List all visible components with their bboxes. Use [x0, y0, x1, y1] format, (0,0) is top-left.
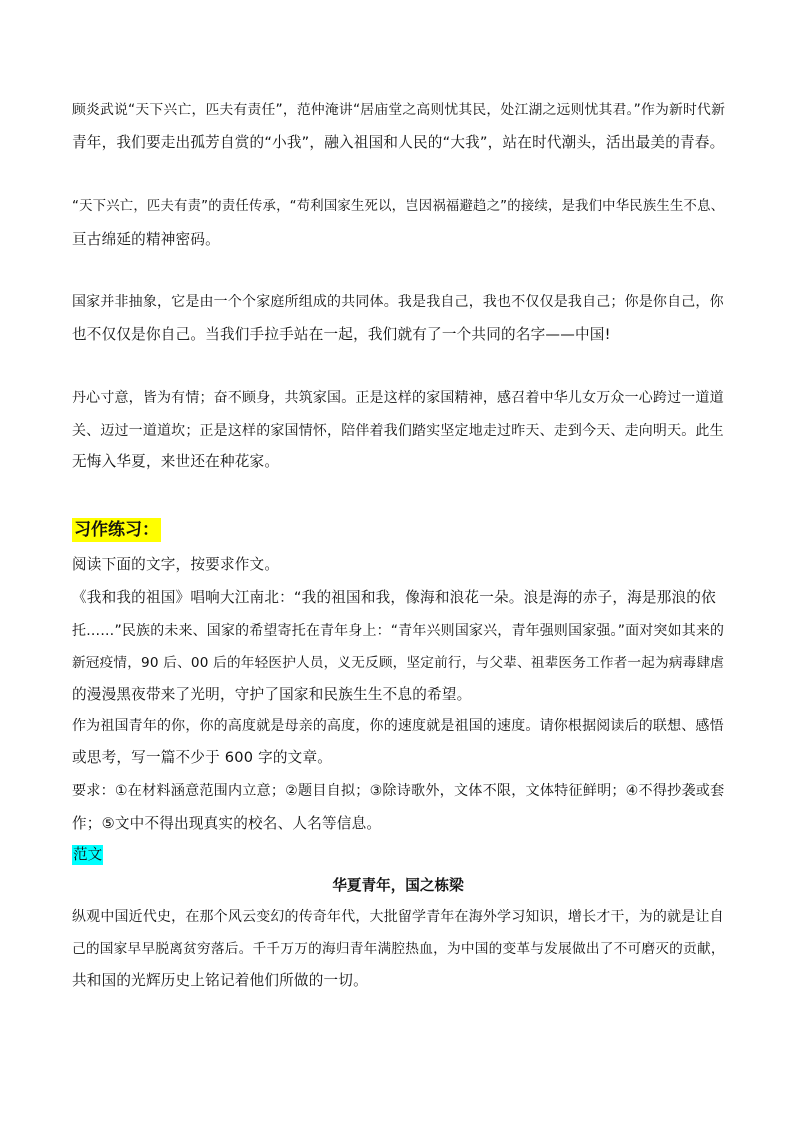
sample-body-line-3: 共和国的光辉历史上铭记着他们所做的一切。: [72, 972, 368, 989]
material-line-4: 的漫漫黑夜带来了光明，守护了国家和民族生生不息的希望。: [72, 686, 472, 703]
sample-tag: 范文: [73, 846, 103, 863]
sample-title: 华夏青年，国之栋梁: [332, 877, 464, 894]
paragraph-4-line-1: 丹心寸意，皆为有情；奋不顾身，共筑家国。正是这样的家国精神，感召着中华儿女万众一心跨过一道道: [72, 390, 724, 406]
paragraph-1-line-1: 顾炎武说“天下兴亡，匹夫有责任”，范仲淹讲“居庙堂之高则忧其民，处江湖之远则忧其君。”作为新时代新: [72, 102, 726, 118]
sample-body-line-2: 己的国家早早脱离贫穷落后。千千万万的海归青年满腔热血，为中国的变革与发展做出了不可磨灭的贡献，: [72, 941, 725, 957]
paragraph-4-line-3: 无悔入华夏，来世还在种花家。: [72, 453, 280, 470]
sample-body-line-1: 纵观中国近代史，在那个风云变幻的传奇年代，大批留学青年在海外学习知识，增长才干，为的就是让自: [72, 909, 724, 925]
task-line-2: 或思考，写一篇不少于 600 字的文章。: [72, 749, 333, 766]
paragraph-3-line-1: 国家并非抽象，它是由一个个家庭所组成的共同体。我是我自己，我也不仅仅是我自己；你是你自己，你: [72, 294, 724, 310]
paragraph-3-line-2: 也不仅仅是你自己。当我们手拉手站在一起，我们就有了一个共同的名字——中国!: [72, 326, 611, 343]
paragraph-2-line-1: “天下兴亡，匹夫有责”的责任传承，“苟利国家生死以，岂因祸福避趋之”的接续，是我们中华民族生生不息、: [72, 199, 725, 214]
material-line-1: 《我和我的祖国》唱响大江南北：“我的祖国和我，像海和浪花一朵。浪是海的赤子，海是那浪的依: [72, 589, 716, 606]
material-line-3: 新冠疫情，90 后、00 后的年轻医护人员，义无反顾，坚定前行，与父辈、祖辈医务工作者一起为病毒肆虐: [72, 655, 725, 671]
paragraph-4-line-2: 关、迈过一道道坎；正是这样的家国情怀，陪伴着我们踏实坚定地走过昨天、走到今天、走向明天。此生: [72, 423, 724, 439]
practice-heading: 习作练习：: [74, 520, 159, 540]
material-line-2: 托……”民族的未来、国家的希望寄托在青年身上：“青年兴则国家兴，青年强则国家强。”面对突如其来的: [72, 623, 725, 639]
requirements-line-1: 要求：①在材料涵意范围内立意；②题目自拟；③除诗歌外，文体不限，文体特征鲜明；④不得抄袭或套: [72, 783, 725, 799]
task-line-1: 作为祖国青年的你，你的高度就是母亲的高度，你的速度就是祖国的速度。请你根据阅读后的联想、感悟: [72, 718, 724, 734]
practice-intro: 阅读下面的文字，按要求作文。: [72, 556, 280, 573]
requirements-line-2: 作；⑤文中不得出现真实的校名、人名等信息。: [72, 815, 382, 832]
paragraph-1-line-2: 青年，我们要走出孤芳自赏的“小我”，融入祖国和人民的“大我”，站在时代潮头，活出最美的青春。: [72, 134, 725, 151]
paragraph-2-line-2: 亘古绵延的精神密码。: [72, 231, 220, 248]
